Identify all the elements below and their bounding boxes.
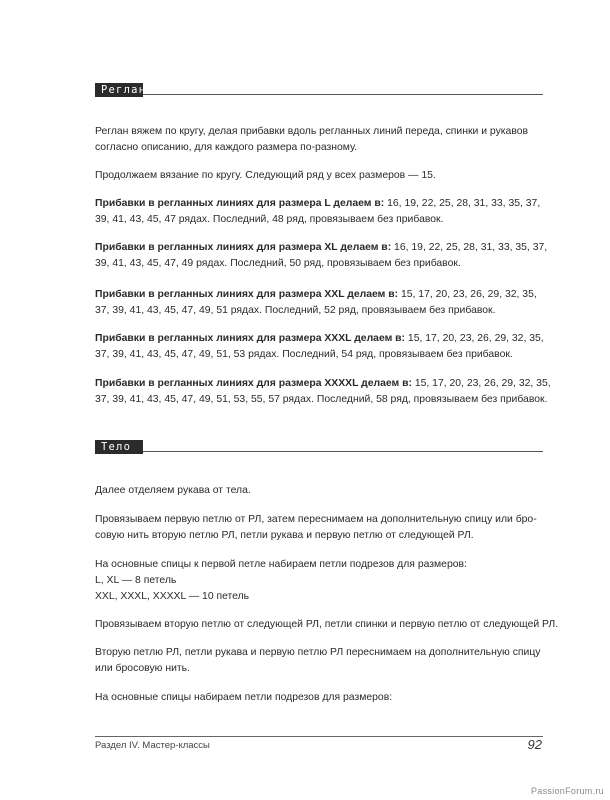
size-xxxxl-rows: 15, 17, 20, 23, 26, 29, 32, 35, [411, 378, 551, 389]
size-xxl-rows: 15, 17, 20, 23, 26, 29, 32, 35, [398, 289, 537, 300]
size-xl-heading: Прибавки в регланных линиях для размера XL делаем в: [95, 242, 392, 253]
text-line [95, 287, 547, 303]
size-xxxl-heading: Прибавки в регланных линиях для размера XXXL делаем в: [95, 333, 406, 344]
text-line: L, XL — 8 петель [95, 575, 177, 587]
paragraph-size-xxxxl [95, 376, 551, 408]
section-label-raglan: Реглан [95, 83, 143, 97]
text-line: 37, 39, 41, 43, 45, 47, 49, 51, 53, 55, 57 рядах. Последний, 58 ряд, провязываем без прибавок. [95, 394, 548, 406]
text-line: 39, 41, 43, 45, 47 рядах. Последний, 48 ряд, провязываем без прибавок. [95, 214, 444, 226]
text-line: На основные спицы к первой петле набираем петли подрезов для размеров: [95, 559, 467, 570]
text-line: или бросовую нить. [95, 663, 190, 675]
text-line: Продолжаем вязание по кругу. Следующий ряд у всех размеров — 15. [95, 170, 436, 181]
text-line: Далее отделяем рукава от тела. [95, 485, 251, 496]
text-line: XXL, XXXL, XXXXL — 10 петель [95, 591, 250, 603]
section-label-body: Тело [95, 440, 143, 454]
text-line: 39, 41, 43, 45, 47, 49 рядах. Последний, 50 ряд, провязываем без прибавок. [95, 258, 461, 270]
section-header-body [95, 437, 543, 452]
watermark: PassionForum.ru [530, 786, 604, 796]
size-xxxl-rows: 15, 17, 20, 23, 26, 29, 32, 35, [405, 333, 544, 344]
text-line [95, 196, 547, 212]
text-line: согласно описанию, для каждого размера по-разному. [95, 142, 358, 154]
paragraph-size-xxxl [95, 331, 547, 363]
paragraph-size-xxl [95, 287, 547, 319]
text-line: 37, 39, 41, 43, 45, 47, 49, 51 рядах. Последний, 52 ряд, провязываем без прибавок. [95, 305, 496, 317]
paragraph-body-knit-first [95, 512, 547, 544]
text-line: Провязываем вторую петлю от следующей РЛ, петли спинки и первую петлю от следующей РЛ. [95, 619, 559, 630]
text-line [95, 376, 551, 392]
paragraph-body-separate [95, 483, 547, 499]
footer-rule [95, 736, 543, 737]
size-xxl-heading: Прибавки в регланных линиях для размера XXL делаем в: [95, 289, 399, 300]
text-line: Провязываем первую петлю от РЛ, затем переснимаем на дополнительную спицу или бро- [95, 514, 537, 525]
text-line: совую нить вторую петлю РЛ, петли рукава и первую петлю от следующей РЛ. [95, 530, 474, 542]
paragraph-raglan-intro [95, 124, 547, 156]
size-xxxxl-heading: Прибавки в регланных линиях для размера XXXXL делаем в: [95, 378, 412, 389]
paragraph-body-cast-on-2 [95, 690, 547, 706]
paragraph-body-knit-second [95, 617, 559, 633]
text-line [95, 331, 547, 347]
paragraph-raglan-continue [95, 168, 547, 184]
paragraph-body-cast-on [95, 557, 547, 606]
size-l-heading: Прибавки в регланных линиях для размера L делаем в: [95, 198, 385, 209]
footer-section-name: Раздел IV. Мастер-классы [95, 740, 210, 751]
paragraph-size-l [95, 196, 547, 228]
size-xl-rows: 16, 19, 22, 25, 28, 31, 33, 35, 37, [391, 242, 548, 253]
size-l-rows: 16, 19, 22, 25, 28, 31, 33, 35, 37, [384, 198, 541, 209]
section-header-raglan [95, 80, 543, 95]
paragraph-body-slip [95, 645, 547, 677]
text-line: Вторую петлю РЛ, петли рукава и первую петлю РЛ переснимаем на дополнительную спицу [95, 647, 541, 658]
text-line: На основные спицы набираем петли подрезов для размеров: [95, 692, 393, 703]
paragraph-size-xl [95, 240, 547, 272]
page-number: 92 [527, 737, 542, 752]
text-line [95, 240, 547, 256]
text-line: 37, 39, 41, 43, 45, 47, 49, 51, 53 рядах. Последний, 54 ряд, провязываем без прибавок. [95, 349, 513, 361]
text-line: Реглан вяжем по кругу, делая прибавки вдоль регланных линий переда, спинки и рукавов [95, 126, 529, 137]
